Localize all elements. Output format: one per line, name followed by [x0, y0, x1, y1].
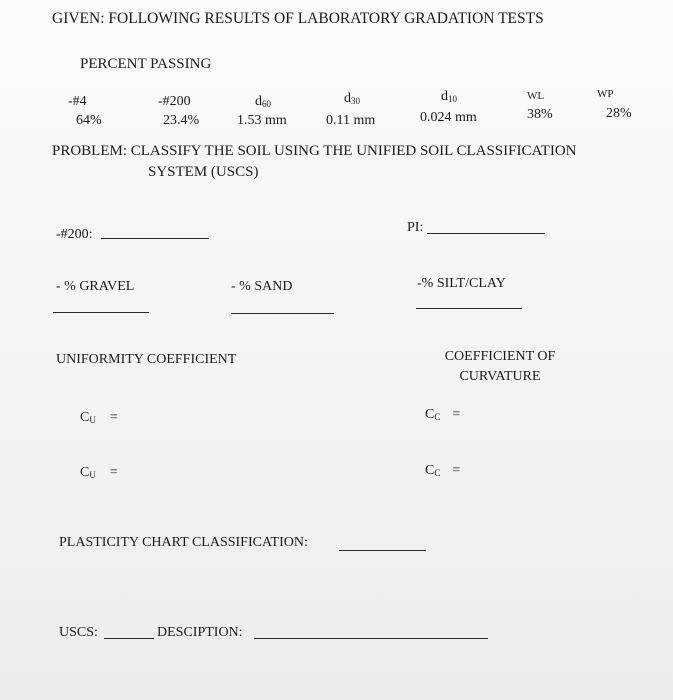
description-answer-line[interactable] [254, 638, 488, 639]
cc-formula-label: CC = [425, 407, 461, 422]
page-title: GIVEN: FOLLOWING RESULTS OF LABORATORY GRADATION TESTS [52, 10, 544, 27]
cu-formula-label: CU = [80, 410, 118, 425]
pi-label: PI: [407, 220, 424, 235]
sand-answer-line[interactable] [231, 313, 334, 314]
given-label-d60: d60 [255, 94, 271, 109]
gravel-answer-line[interactable] [53, 312, 149, 313]
given-label-wp: WP [597, 88, 614, 100]
given-value-no200: 23.4% [163, 113, 200, 128]
uscs-label: USCS: [59, 625, 98, 640]
given-value-wl: 38% [527, 107, 553, 122]
uscs-answer-line[interactable] [104, 638, 154, 639]
description-label: DESCIPTION: [157, 625, 243, 640]
gravel-label: - % GRAVEL [56, 279, 135, 294]
given-label-d10: d10 [441, 89, 457, 104]
sand-label: - % SAND [231, 279, 293, 294]
pi-answer-line[interactable] [427, 233, 545, 234]
given-value-d60: 1.53 mm [237, 113, 287, 128]
given-label-no200: -#200 [158, 94, 191, 109]
silt-clay-answer-line[interactable] [416, 308, 522, 309]
given-label-wl: WL [527, 90, 545, 102]
given-value-d10: 0.024 mm [420, 110, 477, 125]
given-label-no4: -#4 [68, 94, 87, 109]
problem-statement-line2: SYSTEM (USCS) [148, 164, 259, 180]
silt-clay-label: -% SILT/CLAY [417, 276, 506, 291]
uniformity-coefficient-heading: UNIFORMITY COEFFICIENT [56, 352, 237, 367]
percent-passing-heading: PERCENT PASSING [80, 56, 212, 72]
plasticity-chart-label: PLASTICITY CHART CLASSIFICATION: [59, 535, 308, 550]
cu-result-label: CU = [80, 465, 118, 480]
given-value-wp: 28% [606, 106, 632, 121]
curvature-coefficient-heading: COEFFICIENT OF [444, 349, 556, 364]
cc-result-label: CC = [425, 463, 461, 478]
given-value-no4: 64% [76, 113, 102, 128]
problem-statement: PROBLEM: CLASSIFY THE SOIL USING THE UNIFIED SOIL CLASSIFICATION [52, 143, 577, 159]
given-value-d30: 0.11 mm [326, 113, 376, 128]
minus200-answer-line[interactable] [101, 238, 209, 239]
minus200-label: -#200: [56, 227, 93, 242]
plasticity-answer-line[interactable] [339, 550, 426, 551]
curvature-coefficient-heading-line2: CURVATURE [459, 369, 541, 384]
given-label-d30: d30 [344, 91, 360, 106]
